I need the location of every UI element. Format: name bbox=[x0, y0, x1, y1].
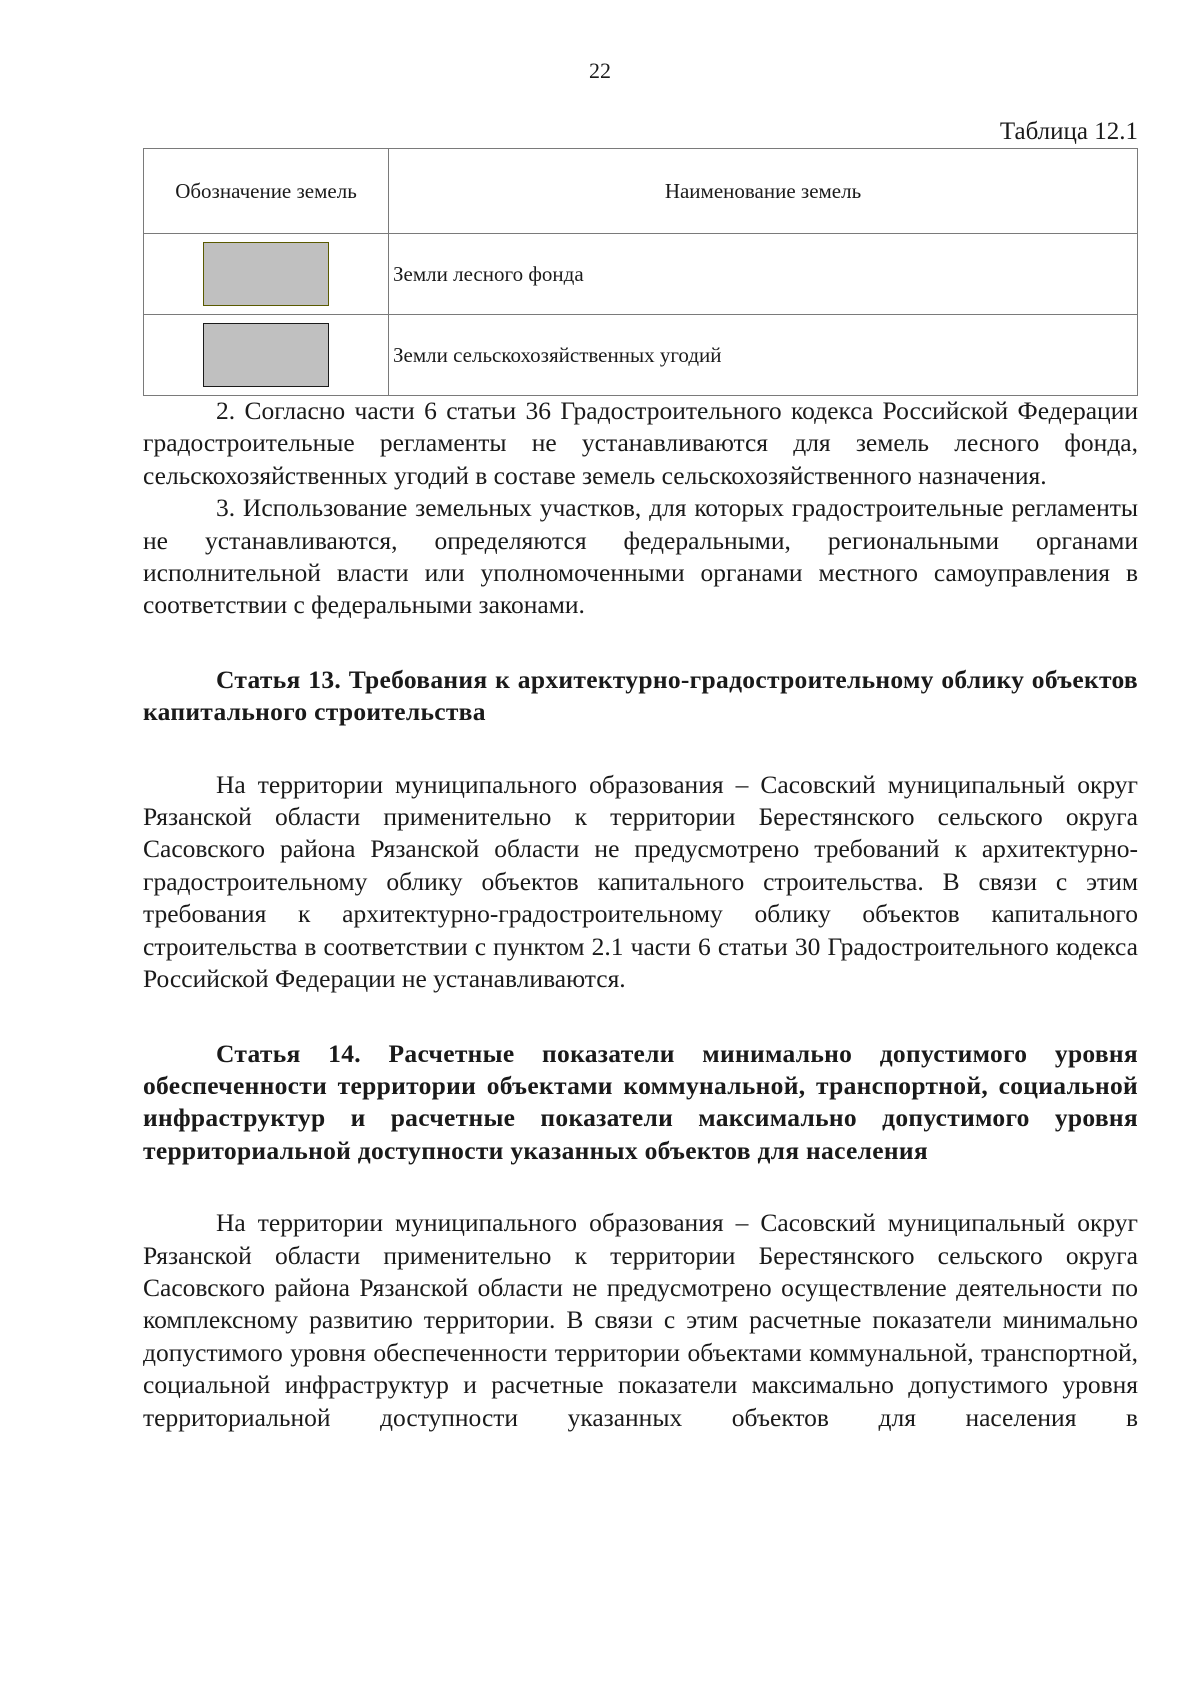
header-name: Наименование земель bbox=[389, 149, 1138, 234]
page-number: 22 bbox=[589, 58, 611, 83]
paragraph-3: 3. Использование земельных участков, для которых градостроительные регламенты не устанавливаются, определяются федеральными, региональными органами исполнительной власти или уполномоченными органами местного самоуправления в соответствии с федеральными законами. bbox=[143, 493, 1138, 620]
symbol-cell bbox=[144, 234, 389, 315]
document-body bbox=[143, 395, 1138, 1434]
land-legend-table bbox=[143, 148, 1138, 396]
header-symbol: Обозначение земель bbox=[144, 149, 389, 234]
land-name-cell: Земли лесного фонда bbox=[389, 234, 1138, 315]
table-row bbox=[144, 315, 1138, 396]
symbol-cell bbox=[144, 315, 389, 396]
table-row bbox=[144, 234, 1138, 315]
paragraph-2: 2. Согласно части 6 статьи 36 Градостроительного кодекса Российской Федерации градостроительные регламенты не устанавливаются для земель лесного фонда, сельскохозяйственных угодий в составе земель сельскохозяйственного назначения. bbox=[143, 396, 1138, 490]
table-caption: Таблица 12.1 bbox=[999, 118, 1138, 145]
land-name-cell: Земли сельскохозяйственных угодий bbox=[389, 315, 1138, 396]
article-14-body: На территории муниципального образования – Сасовский муниципальный округ Рязанской области применительно к территории Берестянского сельского округа Сасовского района Рязанской области не предусмотрено осуществление деятельности по комплексному развитию территории. В связи с этим расчетные показатели минимально допустимого уровня обеспеченности территории объектами коммунальной, транспортной, социальной инфраструктур и расчетные показатели максимально допустимого уровня территориальной доступности указанных объектов для населения в bbox=[143, 1208, 1138, 1432]
forest-land-swatch bbox=[203, 242, 329, 306]
table-header-row bbox=[144, 149, 1138, 234]
article-14-heading: Статья 14. Расчетные показатели минимально допустимого уровня обеспеченности территории объектами коммунальной, транспортной, социальной инфраструктур и расчетные показатели максимально допустимого уровня территориальной доступности указанных объектов для населения bbox=[143, 1038, 1138, 1165]
article-13-body: На территории муниципального образования – Сасовский муниципальный округ Рязанской области применительно к территории Берестянского сельского округа Сасовского района Рязанской области не предусмотрено требований к архитектурно-градостроительному облику объектов капитального строительства. В связи с этим требования к архитектурно-градостроительному облику объектов капитального строительства в соответствии с пунктом 2.1 части 6 статьи 30 Градостроительного кодекса Российской Федерации не устанавливаются. bbox=[143, 769, 1138, 994]
article-13-heading: Статья 13. Требования к архитектурно-градостроительному облику объектов капитального строительства bbox=[143, 664, 1138, 727]
agricultural-land-swatch bbox=[203, 323, 329, 387]
